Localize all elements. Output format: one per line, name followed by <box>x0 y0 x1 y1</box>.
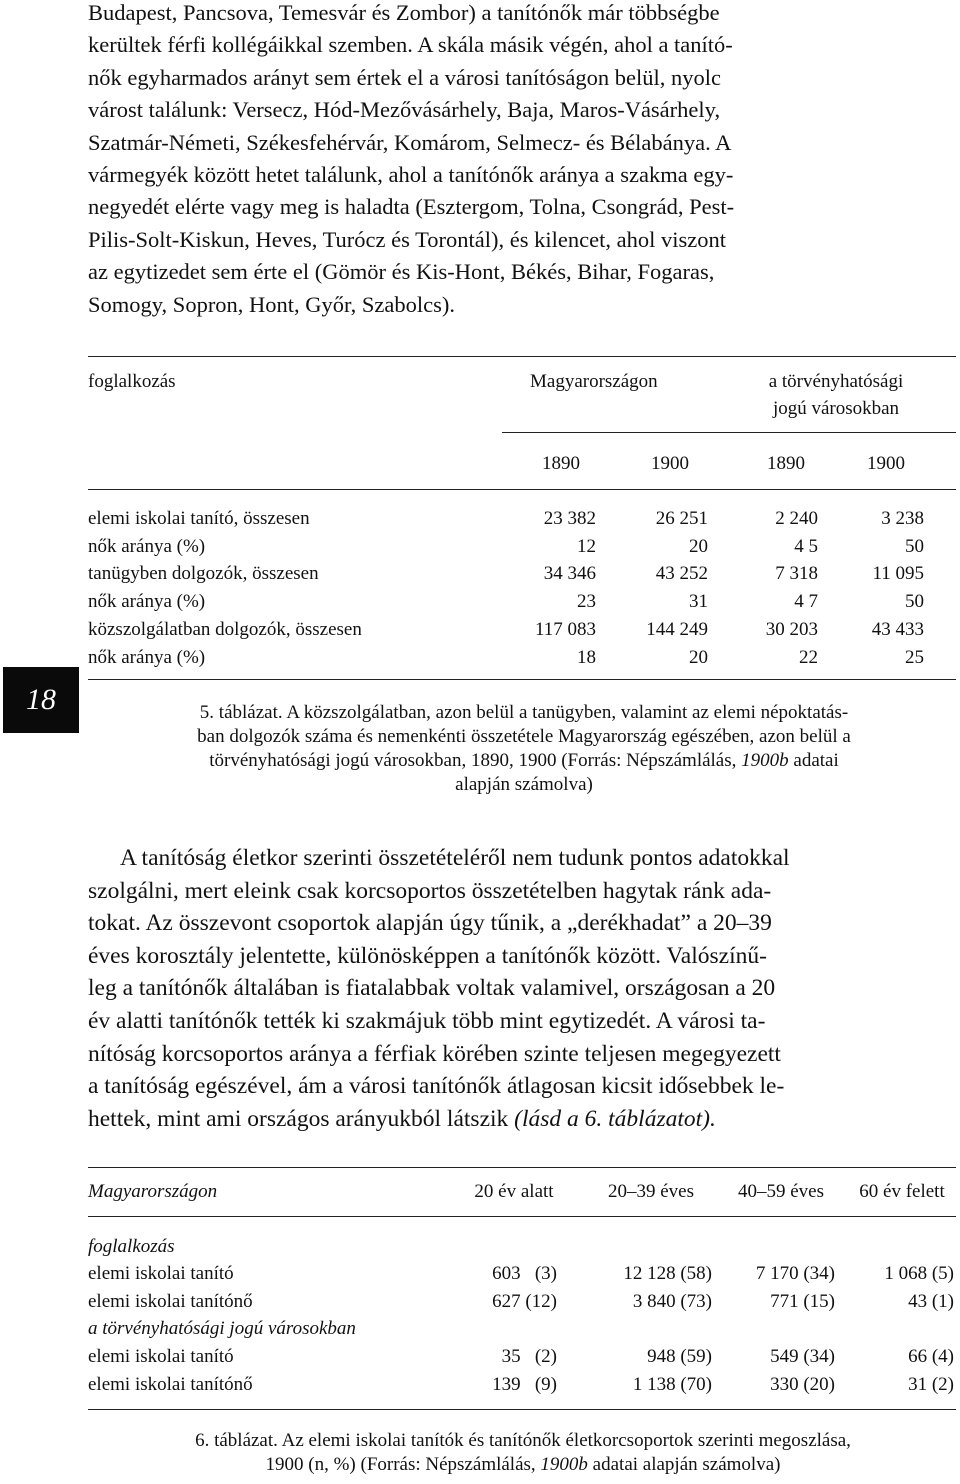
table5-cell: 12 <box>577 536 596 557</box>
table6-cell: 771 (15) <box>770 1291 835 1312</box>
p1-line: vármegyék között hetet találunk, ahol a tanítónők aránya a szakma egy- <box>88 162 734 188</box>
table5-cell: 20 <box>689 647 708 668</box>
table5-cell: 26 251 <box>655 508 708 529</box>
table6-cell: 35 (2) <box>501 1346 557 1367</box>
table6-row-label: elemi iskolai tanítónő <box>88 1374 253 1395</box>
table5-year: 1890 <box>542 453 580 474</box>
table5-cell: 11 095 <box>872 563 924 584</box>
p2-line: éves korosztály jelentette, különösképpen a tanítónők között. Valószínű- <box>88 942 767 969</box>
table5-header-rule <box>88 489 956 490</box>
table6-cell: 603 (3) <box>492 1263 557 1284</box>
p1-line: az egytizedet sem érte el (Gömör és Kis-Hont, Békés, Bihar, Fogaras, <box>88 259 715 285</box>
table6-cell: 1 068 (5) <box>884 1263 954 1284</box>
caption-line: ban dolgozók száma és nemenkénti összetétele Magyarország egészében, azon belül a <box>197 726 851 747</box>
table6-cell: 627 (12) <box>492 1291 557 1312</box>
table5-cell: 22 <box>799 647 818 668</box>
table5-cell: 25 <box>905 647 924 668</box>
paragraph-1 <box>88 0 956 321</box>
table5-header-cities: a törvényhatósági <box>768 371 904 392</box>
table6-row-label: elemi iskolai tanító <box>88 1263 234 1284</box>
table6-caption <box>94 1429 952 1477</box>
table6-cell: 7 170 (34) <box>755 1263 835 1284</box>
table5-cell: 144 249 <box>646 619 708 640</box>
table5-cell: 23 <box>577 591 596 612</box>
table5-cell: 117 083 <box>534 619 596 640</box>
p2-line: nítóság korcsoportos aránya a férfiak körében szinte teljesen megegyezett <box>88 1040 781 1067</box>
table6-cell: 12 128 (58) <box>623 1263 712 1284</box>
p2-line <box>88 1103 956 1136</box>
caption-line <box>96 749 952 773</box>
p2-text: hettek, mint ami országos arányukból látszik <box>88 1105 515 1132</box>
table6-header-rule <box>88 1216 956 1217</box>
table5-cell: 7 318 <box>775 563 818 584</box>
table6-cell: 948 (59) <box>647 1346 712 1367</box>
table5-year: 1900 <box>651 453 689 474</box>
p1-line: negyedét elérte vagy meg is haladta (Esztergom, Tolna, Csongrád, Pest- <box>88 194 735 220</box>
p2-line: a tanítóság egészével, ám a városi tanítónők átlagosan kicsit idősebbek le- <box>88 1073 785 1100</box>
table5-year: 1900 <box>867 453 905 474</box>
table5-cell: 20 <box>689 536 708 557</box>
table5-row-label: nők aránya (%) <box>88 536 206 557</box>
table6-top-rule <box>88 1167 956 1168</box>
table5-row-label: tanügyben dolgozók, összesen <box>88 563 319 584</box>
table5-caption <box>96 701 952 797</box>
p1-line: várost találunk: Versecz, Hód-Mezővásárhely, Baja, Maros-Vásárhely, <box>88 97 721 123</box>
p1-line: kerültek férfi kollégáikkal szemben. A skála másik végén, ahol a tanító- <box>88 32 733 58</box>
table5-cell: 3 238 <box>881 508 924 529</box>
table5-header-occupation: foglalkozás <box>88 371 176 392</box>
p1-line: Somogy, Sopron, Hont, Győr, Szabolcs). <box>88 291 455 317</box>
p2-line: leg a tanítónők általában is fiatalabbak voltak valamivel, országosan a 20 <box>88 975 776 1002</box>
paragraph-2 <box>88 842 956 1135</box>
table5-cell: 31 <box>689 591 708 612</box>
p1-line: Pilis-Solt-Kiskun, Heves, Turócz és Torontál), és kilencet, ahol viszont <box>88 226 726 252</box>
p2-reference: (lásd a 6. táblázatot). <box>514 1105 716 1132</box>
table5-sub-rule <box>502 432 956 433</box>
p1-line: nők egyharmados arányt sem értek el a városi tanítóságon belül, nyolc <box>88 64 721 90</box>
p1-line: Budapest, Pancsova, Temesvár és Zombor) a tanítónők már többségbe <box>88 0 720 25</box>
table5-top-rule <box>88 356 956 357</box>
table6-header-country: Magyarországon <box>88 1181 218 1202</box>
table5-bottom-rule <box>88 679 956 680</box>
table5-cell: 23 382 <box>543 508 596 529</box>
table5-row-label: nők aránya (%) <box>88 647 206 668</box>
table6-section-label: a törvényhatósági jogú városokban <box>88 1318 356 1339</box>
table5-header-country: Magyarországon <box>530 371 658 392</box>
caption-line: 5. táblázat. A közszolgálatban, azon belül a tanügyben, valamint az elemi népoktatás- <box>199 702 849 723</box>
caption-text: törvényhatósági jogú városokban, 1890, 1900 (Forrás: Népszámlálás, <box>209 750 742 771</box>
table6-cell: 139 (9) <box>492 1374 557 1395</box>
table5-cell: 4 5 <box>794 536 818 557</box>
table6-bottom-rule <box>88 1409 956 1410</box>
table6-age-group: 60 év felett <box>859 1181 945 1202</box>
table6-cell: 1 138 (70) <box>632 1374 712 1395</box>
p2-line: tokat. Az összevont csoportok alapján úgy tűnik, a „derékhadat” a 20–39 <box>88 910 772 937</box>
table6-cell: 330 (20) <box>770 1374 835 1395</box>
caption-text: 1900 (n, %) (Forrás: Népszámlálás, <box>265 1454 541 1475</box>
table6-cell: 549 (34) <box>770 1346 835 1367</box>
table5-cell: 18 <box>577 647 596 668</box>
table5-cell: 34 346 <box>543 563 596 584</box>
caption-text: adatai alapján számolva) <box>587 1454 781 1475</box>
table5-row-label: közszolgálatban dolgozók, összesen <box>88 619 362 640</box>
table6-cell: 43 (1) <box>908 1291 954 1312</box>
table6-cell: 31 (2) <box>908 1374 954 1395</box>
table6-age-group: 20 év alatt <box>474 1181 554 1202</box>
table6-row-label: elemi iskolai tanítónő <box>88 1291 253 1312</box>
table5-cell: 30 203 <box>765 619 818 640</box>
table5-year: 1890 <box>767 453 805 474</box>
table6-age-group: 20–39 éves <box>607 1181 694 1202</box>
table5-cell: 50 <box>905 591 924 612</box>
page-number: 18 <box>3 667 79 733</box>
table5-cell: 50 <box>905 536 924 557</box>
table5-header-cities: jogú városokban <box>772 398 900 419</box>
caption-line: 6. táblázat. Az elemi iskolai tanítók és tanítónők életkorcsoportok szerinti megoszlása, <box>195 1430 851 1451</box>
caption-text: adatai <box>788 750 839 771</box>
table5-cell: 43 252 <box>655 563 708 584</box>
table5-row-label: nők aránya (%) <box>88 591 206 612</box>
table6-row-label: elemi iskolai tanító <box>88 1346 234 1367</box>
table5-row-label: elemi iskolai tanító, összesen <box>88 508 310 529</box>
table6-cell: 66 (4) <box>908 1346 954 1367</box>
table6-age-group: 40–59 éves <box>737 1181 824 1202</box>
caption-citation: 1900b <box>741 750 789 771</box>
table6-cell: 3 840 (73) <box>632 1291 712 1312</box>
p1-line: Szatmár-Németi, Székesfehérvár, Komárom, Selmecz- és Bélabánya. A <box>88 129 732 155</box>
caption-line: alapján számolva) <box>455 774 593 795</box>
table5-cell: 4 7 <box>794 591 818 612</box>
p2-line: év alatti tanítónők tették ki szakmájuk több mint egytizedét. A városi ta- <box>88 1007 766 1034</box>
table5-cell: 2 240 <box>775 508 818 529</box>
table5-cell: 43 433 <box>871 619 924 640</box>
table6-section-label: foglalkozás <box>88 1236 175 1257</box>
p2-line: A tanítóság életkor szerinti összetételéről nem tudunk pontos adatokkal <box>120 845 790 871</box>
p2-line: szolgálni, mert eleink csak korcsoportos összetételben hagytak ránk ada- <box>88 877 772 904</box>
caption-citation: 1900b <box>540 1454 588 1475</box>
caption-line <box>94 1453 952 1477</box>
